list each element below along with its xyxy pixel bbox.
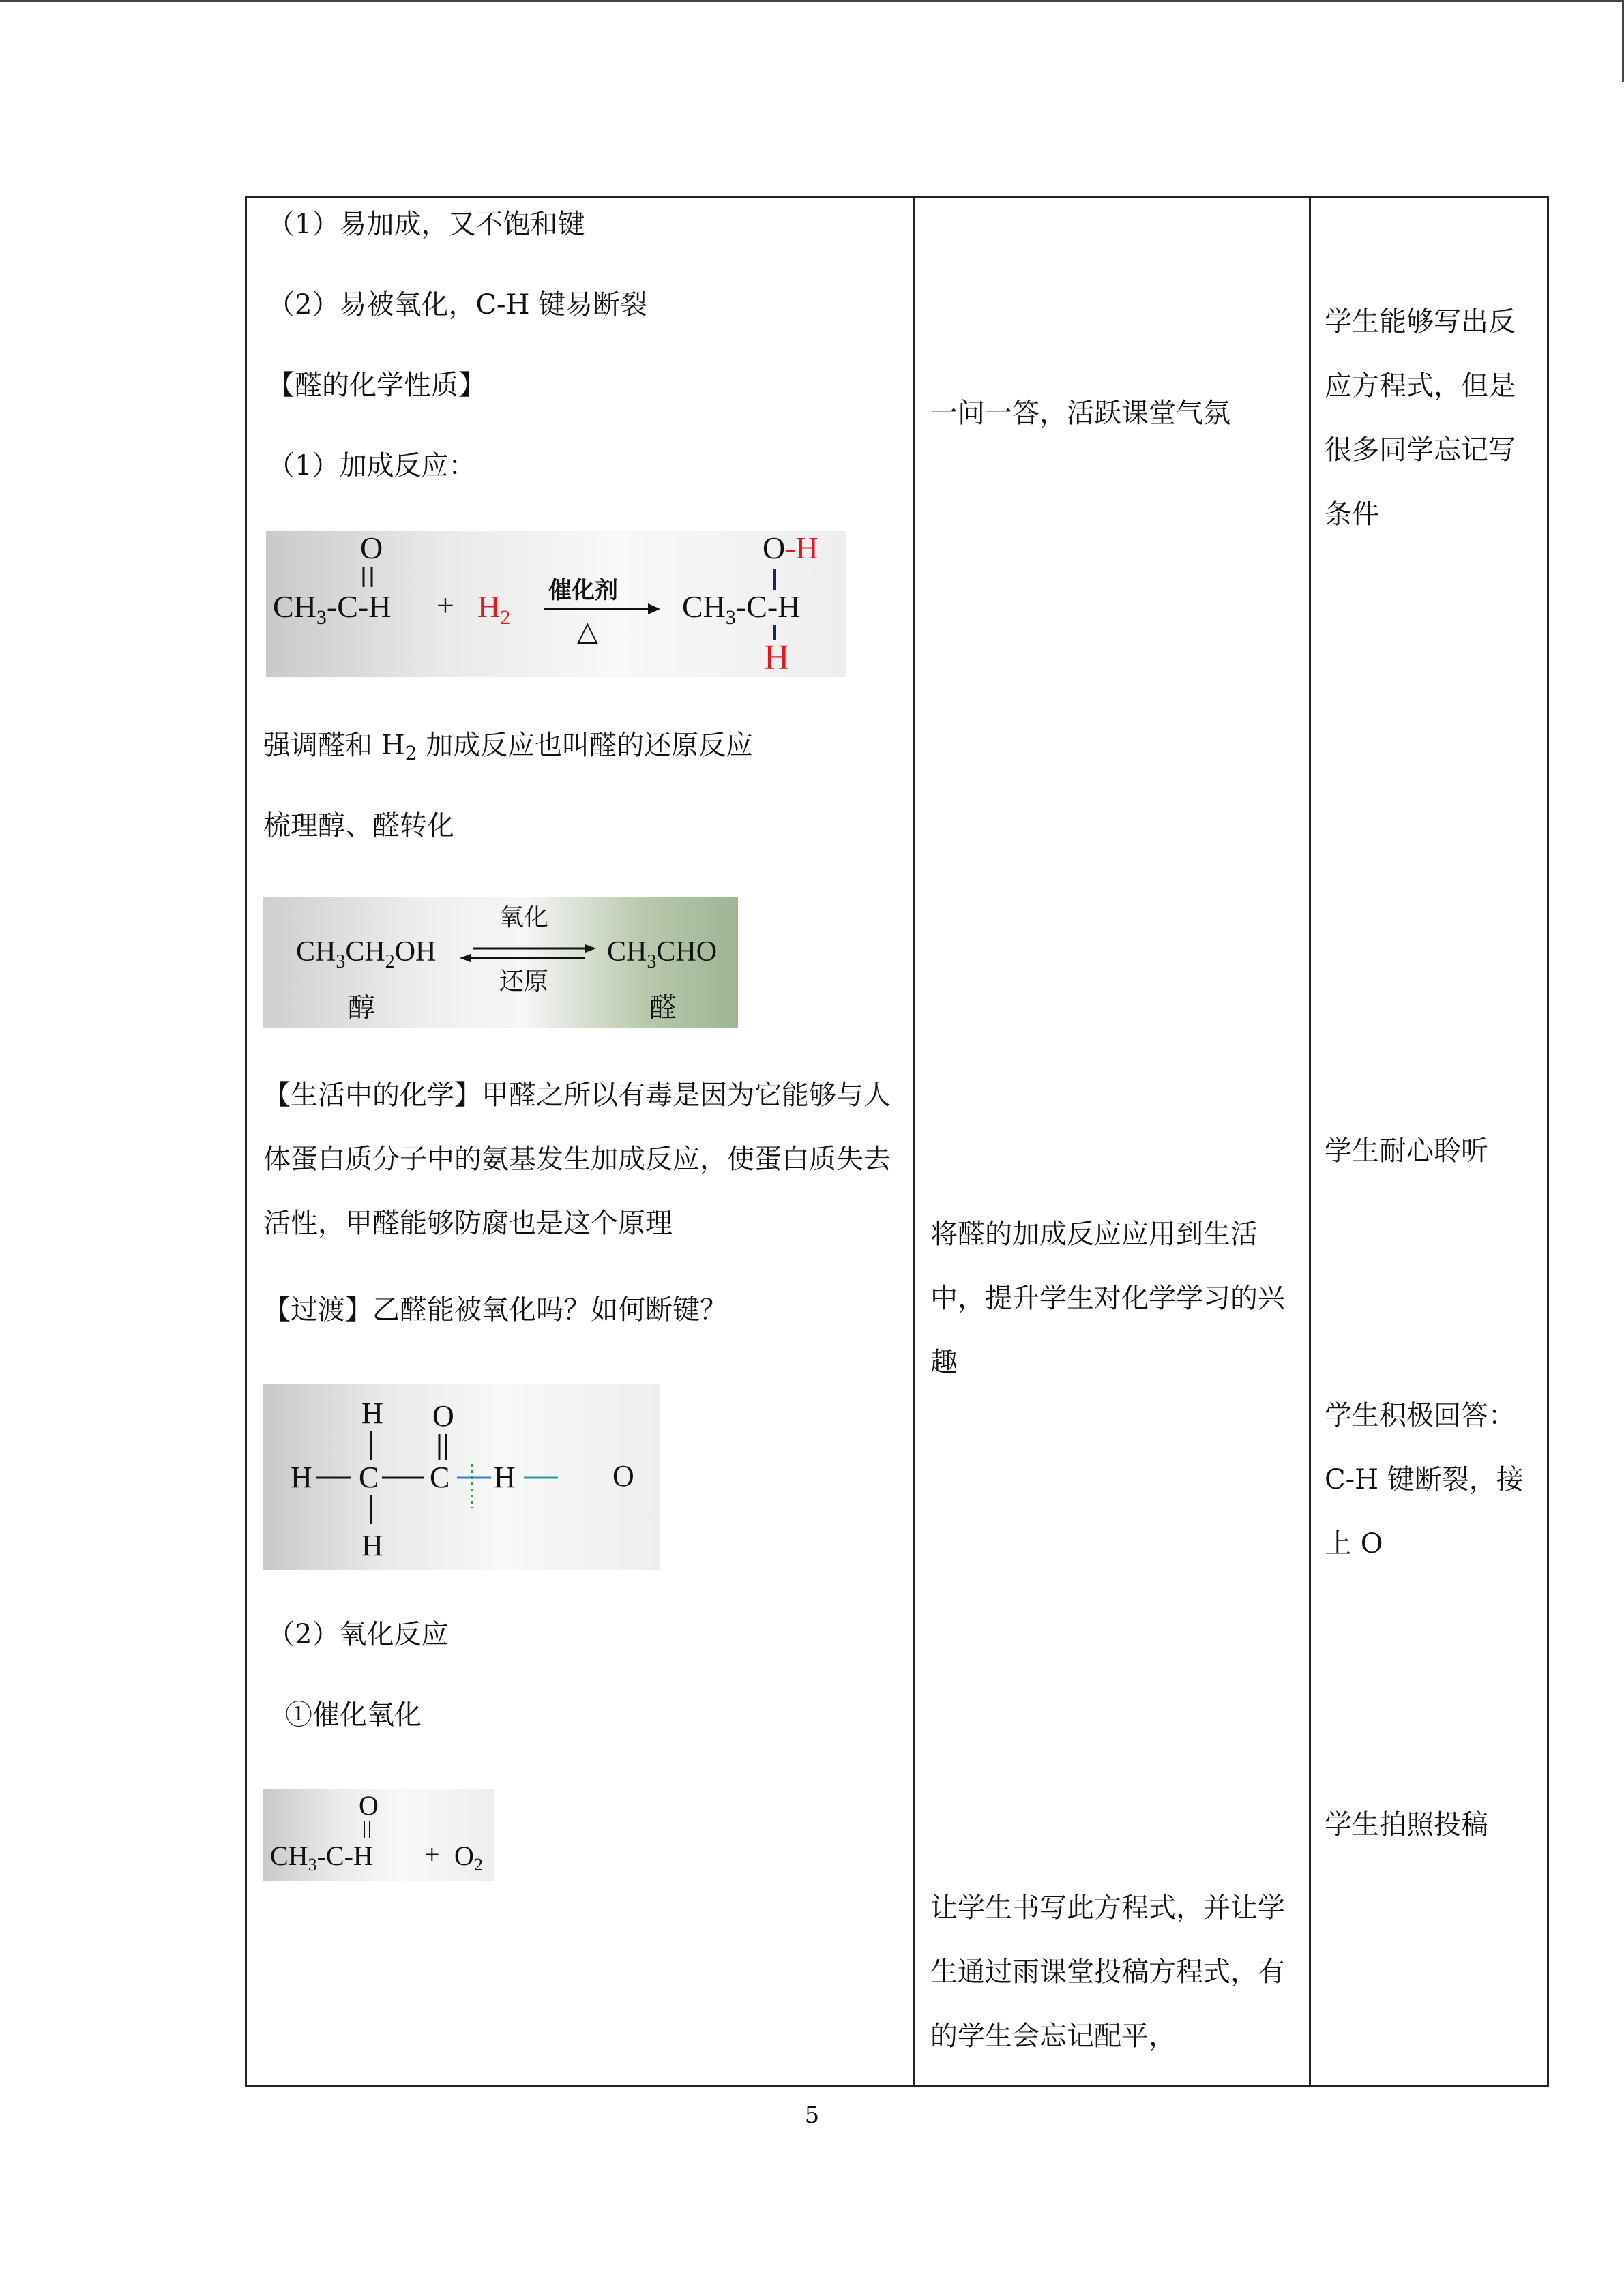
activity-paragraph: 学生能够写出反应方程式，但是很多同学忘记写条件 (1325, 306, 1516, 530)
svg-text:CH3-C-H: $CH_3-C-H$ (270, 1840, 373, 1875)
text-line (263, 729, 753, 770)
subscript: 2 (404, 742, 417, 764)
eq2-aldehyde-label: 醛 (649, 992, 677, 1024)
svg-text:O: O (432, 1399, 454, 1433)
intent-paragraph: 一问一答，活跃课堂气氛 (930, 398, 1230, 429)
eq1-plus: + (437, 588, 454, 623)
eq2-oxidation: 氧化 (499, 904, 549, 931)
lesson-table (245, 196, 1549, 2087)
text-line: 【过渡】乙醛能被氧化吗？如何断键？ (263, 1294, 727, 1326)
svg-text:H: H (361, 1529, 383, 1562)
page-number: 5 (804, 2102, 820, 2129)
eq1-carbonyl-o: O (360, 531, 383, 565)
svg-text:O2: $O_2$ (454, 1840, 483, 1875)
text-part: 加成反应也叫醛的还原反应 (417, 730, 754, 761)
eq3-carbon: C (359, 1461, 379, 1494)
text-line: （1）易加成，又不饱和键 (267, 209, 585, 240)
activity-paragraph: 学生积极回答：C-H 键断裂，接上 O (1325, 1400, 1524, 1560)
eq4-carbonyl-o: O (359, 1790, 379, 1821)
eq2-alcohol-label: 醇 (348, 992, 375, 1024)
text-part: 强调醛和 H (263, 730, 405, 761)
table-row (246, 198, 1548, 2086)
text-line: （2）易被氧化，C-H 键易断裂 (267, 289, 648, 320)
eq1-h-bottom: H (764, 638, 790, 677)
eq3-hydrogen: H (494, 1461, 516, 1494)
text-line: ①催化氧化 (285, 1699, 422, 1731)
content-column (246, 198, 915, 2086)
section-heading: 【醛的化学性质】 (267, 370, 486, 401)
eq1-catalyst: 催化剂 (548, 577, 618, 604)
student-activity-column (1310, 198, 1548, 2086)
svg-text:CH3-C-H: $CH_3-C-H$ (273, 589, 392, 629)
teacher-intent-column (915, 198, 1310, 2086)
svg-text:H: H (361, 1397, 383, 1430)
activity-paragraph: 学生拍照投稿 (1325, 1809, 1488, 1840)
svg-text:C: C (430, 1461, 450, 1494)
alcohol-aldehyde-conversion (263, 897, 738, 1028)
eq2-reduction: 还原 (499, 968, 549, 996)
intent-paragraph: 让学生书写此方程式，并让学生通过雨课堂投稿方程式，有的学生会忘记配平， (930, 1892, 1285, 2052)
acetaldehyde-structure (263, 1384, 660, 1570)
svg-text:CH3CHO: $CH_3CHO$ (607, 936, 718, 972)
svg-text:H2: $H_2$ (477, 589, 511, 629)
text-line: （2）氧化反应 (267, 1619, 449, 1650)
paragraph-life-chemistry: 【生活中的化学】甲醛之所以有毒是因为它能够与人体蛋白质分子中的氨基发生加成反应，使蛋白质失去活性，甲醛能够防腐也是这个原理 (263, 1079, 891, 1239)
intent-paragraph: 将醛的加成反应应用到生活中，提升学生对化学学习的兴趣 (930, 1219, 1285, 1378)
svg-text:O-H: O-H (763, 531, 818, 565)
eq3-oxygen: O (612, 1459, 634, 1493)
svg-text:CH3-C-H: $CH_3-C-H$ (682, 589, 801, 629)
eq4-plus: + (424, 1839, 440, 1870)
top-border-line (0, 0, 1624, 2)
catalytic-oxidation-equation (263, 1789, 494, 1881)
svg-text:CH3CH2OH: $CH_3CH_2OH$ (296, 936, 437, 972)
activity-paragraph: 学生耐心聆听 (1325, 1135, 1488, 1167)
eq1-heat: △ (577, 616, 598, 647)
text-line: （1）加成反应： (267, 450, 476, 481)
addition-reaction-equation (266, 531, 846, 677)
text-line: 梳理醇、醛转化 (263, 810, 454, 841)
svg-text:H: H (291, 1461, 312, 1494)
